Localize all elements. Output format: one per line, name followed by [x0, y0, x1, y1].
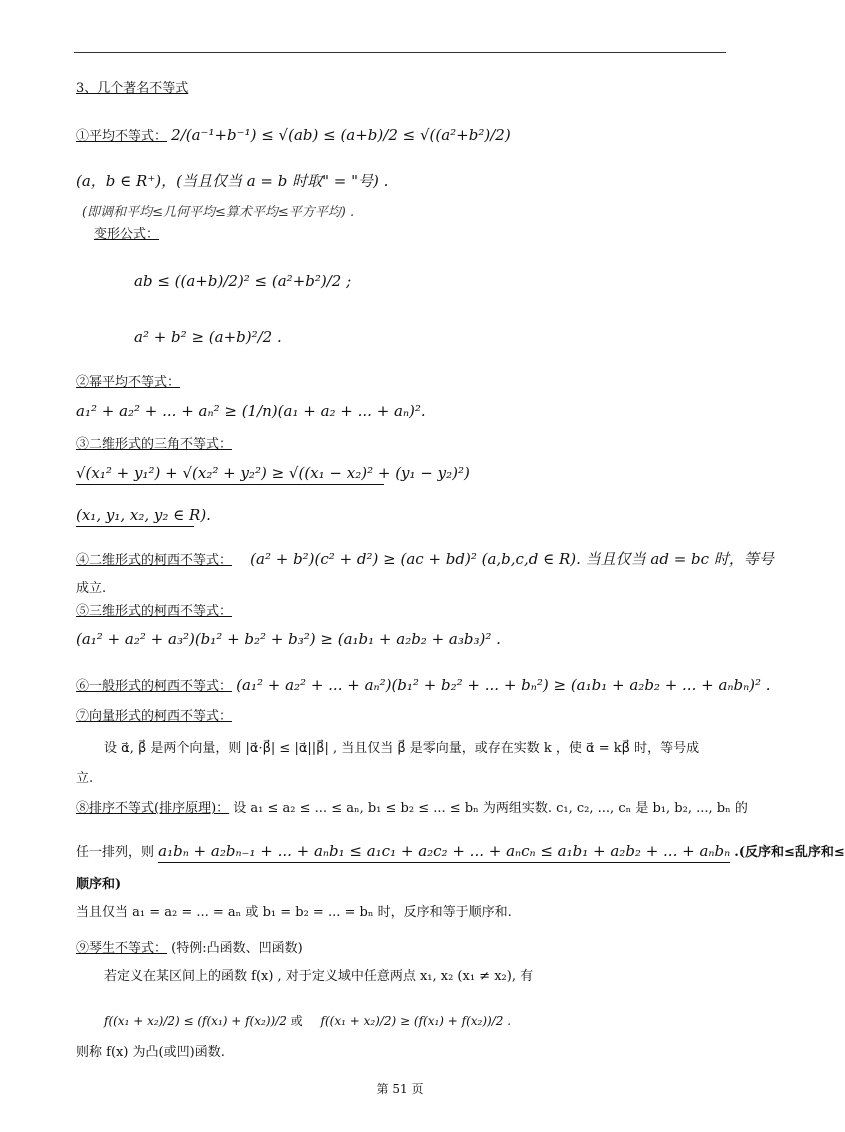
triangle-ineq-condition: (x₁, y₁, x₂, y₂ ∈ R). — [76, 506, 194, 527]
jensen-formulas — [104, 1012, 511, 1030]
rearrangement-suffix: .(反序和≤乱序和≤ — [734, 845, 845, 860]
cauchy-general — [76, 676, 771, 696]
power-mean-label: ②幂平均不等式： — [76, 375, 181, 390]
jensen — [76, 940, 303, 958]
variant-label: 变形公式： — [94, 227, 160, 242]
mean-inequality — [76, 126, 511, 146]
cauchy-vector-label: ⑦向量形式的柯西不等式： — [76, 709, 233, 724]
triangle-ineq-formula: √(x₁² + y₁²) + √(x₂² + y₂²) ≥ √((x₁ − x₂)² + (y₁ − y₂)²) — [76, 464, 384, 485]
cauchy-general-formula: (a₁² + a₂² + ... + aₙ²)(b₁² + b₂² + ... + bₙ²) ≥ (a₁b₁ + a₂b₂ + ... + aₙbₙ)² . — [236, 676, 771, 694]
cauchy-3d-label: ⑤三维形式的柯西不等式： — [76, 604, 233, 619]
rearrangement-line4: 当且仅当 a₁ = a₂ = ... = aₙ 或 b₁ = b₂ = ... = bₙ 时，反序和等于顺序和. — [76, 905, 512, 920]
jensen-conclusion: 则称 f(x) 为凸(或凹)函数. — [76, 1045, 225, 1060]
section-heading: 3、几个著名不等式 — [76, 81, 189, 96]
jensen-text: 若定义在某区间上的函数 f(x) , 对于定义域中任意两点 x₁, x₂ (x₁ ≠ x₂), 有 — [104, 969, 534, 984]
cauchy-general-label: ⑥一般形式的柯西不等式： — [76, 679, 233, 694]
triangle-ineq-label: ③二维形式的三角不等式： — [76, 437, 233, 452]
cauchy-vector-tail: 立. — [76, 771, 94, 786]
rearrangement — [76, 800, 748, 818]
rearrangement-line2 — [76, 842, 845, 862]
cauchy-2d-tail: 成立. — [76, 581, 107, 596]
variant-formula-2: a² + b² ≥ (a+b)²/2 . — [134, 328, 282, 346]
mean-inequality-formula: 2/(a⁻¹+b⁻¹) ≤ √(ab) ≤ (a+b)/2 ≤ √((a²+b²)/2) — [171, 126, 511, 144]
jensen-or: 或 — [290, 1014, 303, 1028]
cauchy-3d-formula: (a₁² + a₂² + a₃²)(b₁² + b₂² + b₃²) ≥ (a₁b₁ + a₂b₂ + a₃b₃)² . — [76, 630, 501, 648]
header-rule — [74, 52, 726, 53]
power-mean-formula: a₁² + a₂² + ... + aₙ² ≥ (1/n)(a₁ + a₂ + ... + aₙ)². — [76, 402, 426, 420]
rearrangement-line3: 顺序和) — [76, 877, 122, 892]
jensen-f1: f((x₁ + x₂)/2) ≤ (f(x₁) + f(x₂))/2 — [104, 1014, 287, 1028]
jensen-f2: f((x₁ + x₂)/2) ≥ (f(x₁) + f(x₂))/2 . — [320, 1014, 512, 1028]
rearrangement-formula: a₁bₙ + a₂bₙ₋₁ + ... + aₙb₁ ≤ a₁c₁ + a₂c₂ + ... + aₙcₙ ≤ a₁b₁ + a₂b₂ + ... + aₙbₙ — [158, 842, 730, 863]
jensen-label-suffix: (特例:凸函数、凹函数) — [171, 941, 303, 956]
mean-inequality-note: (即调和平均≤几何平均≤算术平均≤平方平均) . — [82, 205, 355, 220]
cauchy-2d — [76, 550, 774, 570]
cauchy-2d-formula: (a² + b²)(c² + d²) ≥ (ac + bd)² (a,b,c,d ∈ R). 当且仅当 ad = bc 时，等号 — [250, 550, 774, 568]
rearrangement-text: 设 a₁ ≤ a₂ ≤ ... ≤ aₙ, b₁ ≤ b₂ ≤ ... ≤ bₙ 为两组实数. c₁, c₂, ..., cₙ 是 b₁, b₂, ..., bₙ 的 — [233, 801, 748, 816]
cauchy-2d-label: ④二维形式的柯西不等式： — [76, 553, 233, 568]
variant-formula-1: ab ≤ ((a+b)/2)² ≤ (a²+b²)/2 ; — [134, 272, 352, 290]
page-number: 第 51 页 — [376, 1082, 424, 1096]
jensen-label: ⑨琴生不等式： — [76, 941, 168, 956]
mean-inequality-label: ①平均不等式： — [76, 129, 168, 144]
rearrangement-label: ⑧排序不等式(排序原理)： — [76, 801, 230, 816]
cauchy-vector-text: 设 α⃗, β⃗ 是两个向量，则 |α⃗·β⃗| ≤ |α⃗||β⃗| , 当且仅当 β⃗ 是零向量，或存在实数 k ，使 α⃗ = kβ⃗ 时，等号成 — [104, 741, 700, 756]
mean-inequality-condition: (a，b ∈ R⁺)，(当且仅当 a = b 时取" = "号) . — [76, 172, 389, 190]
rearrangement-prefix: 任一排列，则 — [76, 845, 155, 860]
